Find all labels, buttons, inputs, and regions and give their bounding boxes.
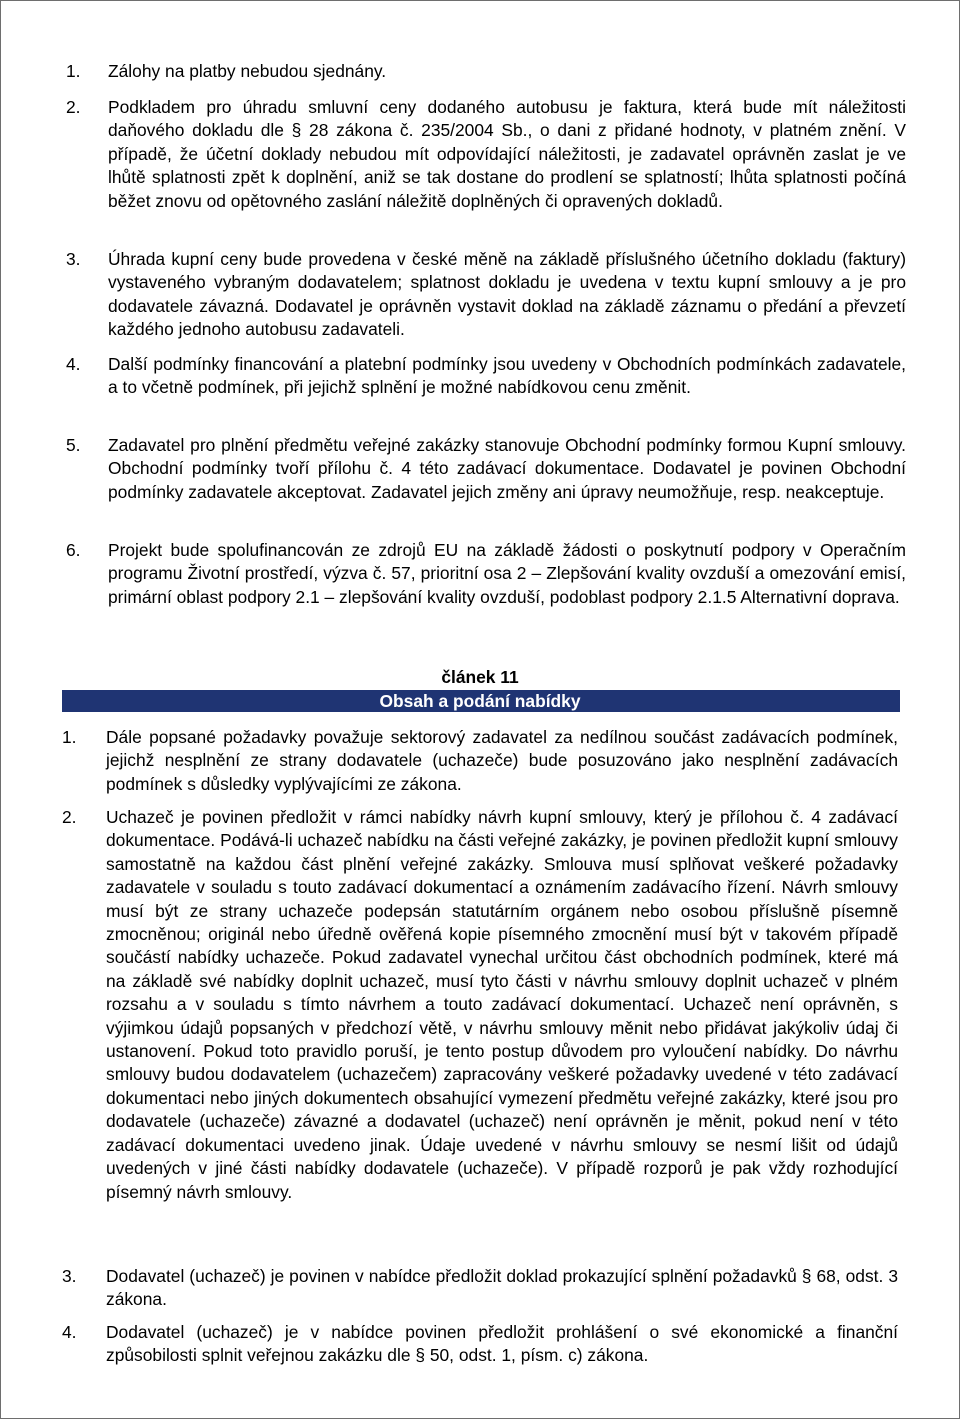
list-item [66, 434, 906, 504]
item-text: Dodavatel (uchazeč) je v nabídce povinen předložit prohlášení o své ekonomické a finanční způsobilosti splnit veřejnou zakázku dle § 50, odst. 1, písm. c) zákona. [106, 1322, 898, 1366]
list-item [66, 248, 906, 342]
list-item [62, 726, 898, 796]
item-text: Dále popsané požadavky považuje sektorový zadavatel za nedílnou součást zadávacích podmínek, jejichž nesplnění ze strany dodavatele (uchazeče) bude posuzováno jako nesplnění zadávacích podmínek s důsledky vyplývajícími ze zákona. [106, 727, 898, 794]
item-number: 1. [62, 727, 77, 747]
list-item [66, 539, 906, 609]
item-number: 1. [66, 61, 81, 81]
item-number: 2. [62, 807, 77, 827]
list-item [66, 353, 906, 400]
item-text: Dodavatel (uchazeč) je povinen v nabídce předložit doklad prokazující splnění požadavků § 68, odst. 3 zákona. [106, 1266, 898, 1310]
article-label: článek 11 [441, 667, 519, 687]
list-item [66, 60, 906, 83]
item-number: 4. [66, 354, 81, 374]
item-text: Zálohy na platby nebudou sjednány. [108, 61, 387, 81]
item-number: 4. [62, 1322, 77, 1342]
item-number: 2. [66, 97, 81, 117]
list-item [62, 1265, 898, 1312]
list-item [66, 96, 906, 213]
item-text: Projekt bude spolufinancován ze zdrojů EU na základě žádosti o poskytnutí podpory v Operačním programu Životní prostředí, výzva č. 57, prioritní osa 2 – Zlepšování kvality ovzduší a omezování emisí, primární oblast podpory 2.1 – zlepšování kvality ovzduší, podoblast podpory 2.1.5 Alternativní doprava. [108, 540, 906, 607]
article-title: Obsah a podání nabídky [379, 691, 581, 711]
item-text: Podkladem pro úhradu smluvní ceny dodaného autobusu je faktura, která bude mít náležitosti daňového dokladu dle § 28 zákona č. 235/2004 Sb., o dani z přidané hodnoty, v platném znění. V případě, že účetní doklady nebudou mít odpovídající náležitosti, je zadavatel oprávněn zaslat je ve lhůtě splatnosti zpět k doplnění, aniž se tak dostane do prodlení se splatností; lhůta splatnosti počíná běžet znovu od opětovného zaslání náležitě doplněných či opravených dokladů. [108, 97, 906, 211]
item-text: Uchazeč je povinen předložit v rámci nabídky návrh kupní smlouvy, který je přílohou č. 4 zadávací dokumentace. Podává-li uchazeč nabídku na části veřejné zakázky, je povinen předložit kupní smlouvy samostatně na každou část plnění veřejné zakázky. Smlouva musí splňovat veškeré požadavky zadavatele v souladu s touto zadávací dokumentací a oznámením zadávacího řízení. Návrh smlouvy musí být ze strany uchazeče podepsán statutárním orgánem nebo osobou příslušně písemně zmocněnou; originál nebo úředně ověřená kopie písemného zmocnění musí být v takovém případě součástí nabídky uchazeče. Pokud zadavatel vynechal určitou část obchodních podmínek, které má na základě své nabídky doplnit uchazeč, musí tyto části v návrhu smlouvy doplnit uchazeč v plném rozsahu a v souladu s tímto návrhem a touto zadávací dokumentací. Uchazeč není oprávněn, s výjimkou údajů popsaných v předchozí větě, v návrhu smlouvy měnit nebo přidávat jakýkoliv údaj či ustanovení. Pokud toto pravidlo poruší, je tento postup důvodem pro vyloučení nabídky. Do návrhu smlouvy budou dodavatelem (uchazečem) zapracovány veškeré požadavky uvedené v této zadávací dokumentaci nebo jiných dokumentech obsahující vymezení předmětu veřejné zakázky, které jsou pro dodavatele (uchazeče) závazné a dodavatel (uchazeč) není oprávněn je měnit, pokud není v této zadávací dokumentaci uvedeno jinak. Údaje uvedené v návrhu smlouvy se nesmí lišit od údajů uvedených v jiné části nabídky dodavatele (uchazeče). V případě rozporů je pak vždy rozhodující písemný návrh smlouvy. [106, 807, 898, 1202]
item-number: 5. [66, 435, 81, 455]
item-number: 3. [62, 1266, 77, 1286]
item-number: 6. [66, 540, 81, 560]
list-item [62, 1321, 898, 1368]
list-item [62, 806, 898, 1204]
item-text: Úhrada kupní ceny bude provedena v české měně na základě příslušného účetního dokladu (faktury) vystaveného vybraným dodavatelem; splatnost dokladu je uvedena v textu kupní smlouvy a je pro dodavatele závazná. Dodavatel je oprávněn vystavit doklad na základě záznamu o předání a převzetí každého jednoho autobusu zadavateli. [108, 249, 906, 340]
item-number: 3. [66, 249, 81, 269]
item-text: Další podmínky financování a platební podmínky jsou uvedeny v Obchodních podmínkách zadavatele, a to včetně podmínek, při jejichž splnění je možné nabídkovou cenu změnit. [108, 354, 906, 398]
item-text: Zadavatel pro plnění předmětu veřejné zakázky stanovuje Obchodní podmínky formou Kupní smlouvy. Obchodní podmínky tvoří přílohu č. 4 této zadávací dokumentace. Dodavatel je povinen Obchodní podmínky zadavatele akceptovat. Zadavatel jejich změny ani úpravy neumožňuje, resp. neakceptuje. [108, 435, 906, 502]
